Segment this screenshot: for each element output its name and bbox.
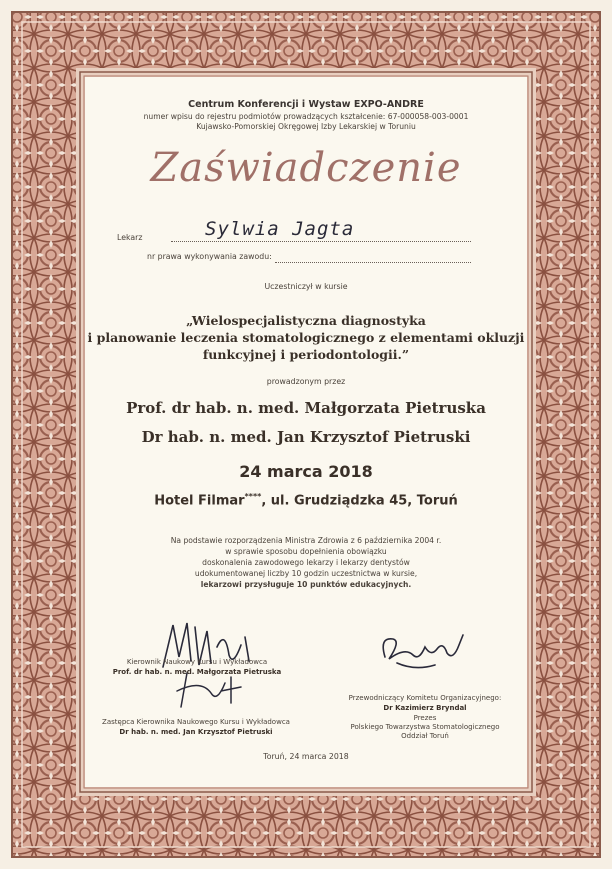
event-date: 24 marca 2018	[239, 462, 373, 481]
instructor-2: Dr hab. n. med. Jan Krzysztof Pietruski	[141, 428, 471, 446]
attendance-label: Uczestniczył w kursie	[264, 282, 348, 291]
registry-number: numer wpisu do rejestru podmiotów prowadzących kształcenie: 67-000058-003-0001	[143, 112, 469, 121]
organization-name: Centrum Konferencji i Wystaw EXPO-ANDRE	[188, 99, 424, 110]
legal-line-5: lekarzowi przysługuje 10 punktów edukacyjnych.	[200, 580, 412, 589]
signature-chair-title-2: Polskiego Towarzystwa Stomatologicznego	[350, 723, 500, 731]
license-label: nr prawa wykonywania zawodu:	[147, 252, 272, 261]
signature-chair-title-1: Prezes	[413, 714, 437, 722]
signature-chair-role: Przewodniczący Komitetu Organizacyjnego:	[348, 694, 502, 702]
doctor-dotted-line	[171, 240, 471, 242]
medical-chamber: Kujawsko-Pomorskiej Okręgowej Izby Lekarskiej w Toruniu	[196, 122, 416, 131]
place-date: Toruń, 24 marca 2018	[263, 752, 349, 761]
legal-basis	[85, 535, 527, 590]
signature-head-role: Kierownik Naukowy Kursu i Wykładowca	[126, 658, 268, 666]
venue-address: , ul. Grudziądzka 45, Toruń	[261, 493, 458, 509]
course-line-1: „Wielospecjalistyczna diagnostyka	[186, 313, 426, 328]
doctor-name-handwritten: Sylwia Jagta	[205, 218, 355, 240]
doctor-label: Lekarz	[117, 233, 143, 242]
course-title	[85, 312, 527, 363]
course-line-2: i planowanie leczenia stomatologicznego z elementami okluzji	[87, 330, 525, 345]
signature-chair-name: Dr Kazimierz Bryndal	[383, 704, 467, 712]
signature-deputy-name: Dr hab. n. med. Jan Krzysztof Pietruski	[119, 728, 273, 736]
course-line-3: funkcyjnej i periodontologii.”	[202, 347, 410, 362]
venue	[85, 492, 527, 508]
legal-line-2: w sprawie sposobu dopełnienia obowiązku	[225, 547, 387, 556]
signature-chair-image	[375, 627, 475, 672]
conducted-by-label: prowadzonym przez	[266, 377, 346, 386]
signature-chair-title-3: Oddział Toruń	[401, 732, 449, 740]
venue-hotel: Hotel Filmar	[154, 493, 245, 509]
instructor-1: Prof. dr hab. n. med. Małgorzata Pietruska	[126, 399, 486, 417]
legal-line-1: Na podstawie rozporządzenia Ministra Zdrowia z 6 października 2004 r.	[170, 536, 442, 545]
legal-line-3: doskonalenia zawodowego lekarzy i lekarzy dentystów	[202, 558, 410, 567]
certificate-title: Zaświadczenie	[150, 145, 462, 191]
license-dotted-line	[275, 261, 471, 263]
legal-line-4: udokumentowanej liczby 10 godzin uczestnictwa w kursie,	[194, 569, 418, 578]
signature-deputy-role: Zastępca Kierownika Naukowego Kursu i Wykładowca	[102, 718, 290, 726]
certificate-body	[85, 77, 527, 787]
signature-head-name: Prof. dr hab. n. med. Małgorzata Pietruska	[112, 668, 282, 676]
venue-stars: ****	[244, 492, 262, 501]
